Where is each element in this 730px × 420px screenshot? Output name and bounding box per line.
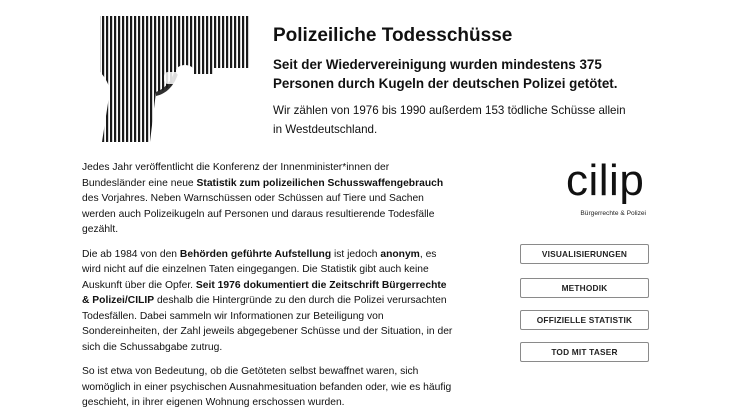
paragraph-documentation: Die ab 1984 von den Behörden geführte Aufstellung ist jedoch anonym, es wird nicht auf die einzelnen Taten eingegangen. Die Statistik gibt auch keine Auskunft über die Opfer. Seit 1976 dokumentiert die Zeitschrift Bürgerrechte & Polizei/CILIP deshalb die Hintergründe zu den durch die Polizei verursachten Todesfällen. Dabei sammeln wir Informationen zur Beteiligung von Sondereinheiten, der Zahl jeweils abgegebener Schüsse und der Situation, in der sich die Schussabgabe zutrug. [82, 248, 453, 353]
cilip-logo[interactable] [566, 156, 646, 220]
statistics-link[interactable]: Statistik zum polizeilichen Schusswaffengebrauch [196, 177, 444, 189]
logo-tagline: Bürgerrechte & Polizei [580, 210, 646, 217]
paragraph-context: So ist etwa von Bedeutung, ob die Getöteten selbst bewaffnet waren, sich womöglich in einer psychischen Ausnahmesituation befanden oder, wie es häufig geschieht, in ihrer eigenen Wohnung erschossen wurden. [82, 366, 452, 408]
intro-note: Wir zählen von 1976 bis 1990 außerdem 153 tödliche Schüsse allein in Westdeutschland. [273, 104, 626, 136]
paragraph-statistics: Jedes Jahr veröffentlicht die Konferenz der Innenminister*innen der Bundesländer eine neue Statistik zum polizeilichen Schusswaffengebrauch des Vorjahres. Neben Warnschüssen oder Schüssen auf Tiere und Sachen werden auch Polizeikugeln auf Personen und daraus resultierende Todesfälle gezählt. [82, 162, 444, 235]
visualisierungen-button[interactable]: VISUALISIERUNGEN [520, 244, 649, 264]
page-title: Polizeiliche Todesschüsse [273, 25, 513, 46]
cilip-documentation-link[interactable]: Seit 1976 dokumentiert die Zeitschrift Bürgerrechte & Polizei/CILIP [82, 279, 447, 306]
logo-wordmark: cilip [566, 156, 645, 205]
offizielle-statistik-button[interactable]: OFFIZIELLE STATISTIK [520, 310, 649, 330]
page-subtitle: Seit der Wiedervereinigung wurden mindestens 375 Personen durch Kugeln der deutschen Polizei getötet. [273, 57, 618, 91]
tod-mit-taser-button[interactable]: TOD MIT TASER [520, 342, 649, 362]
methodik-button[interactable]: METHODIK [520, 278, 649, 298]
anonymous-emphasis: anonym [380, 248, 420, 260]
article-body [82, 160, 454, 420]
authorities-list-link[interactable]: Behörden geführte Aufstellung [179, 248, 332, 260]
pistol-icon [94, 14, 254, 144]
